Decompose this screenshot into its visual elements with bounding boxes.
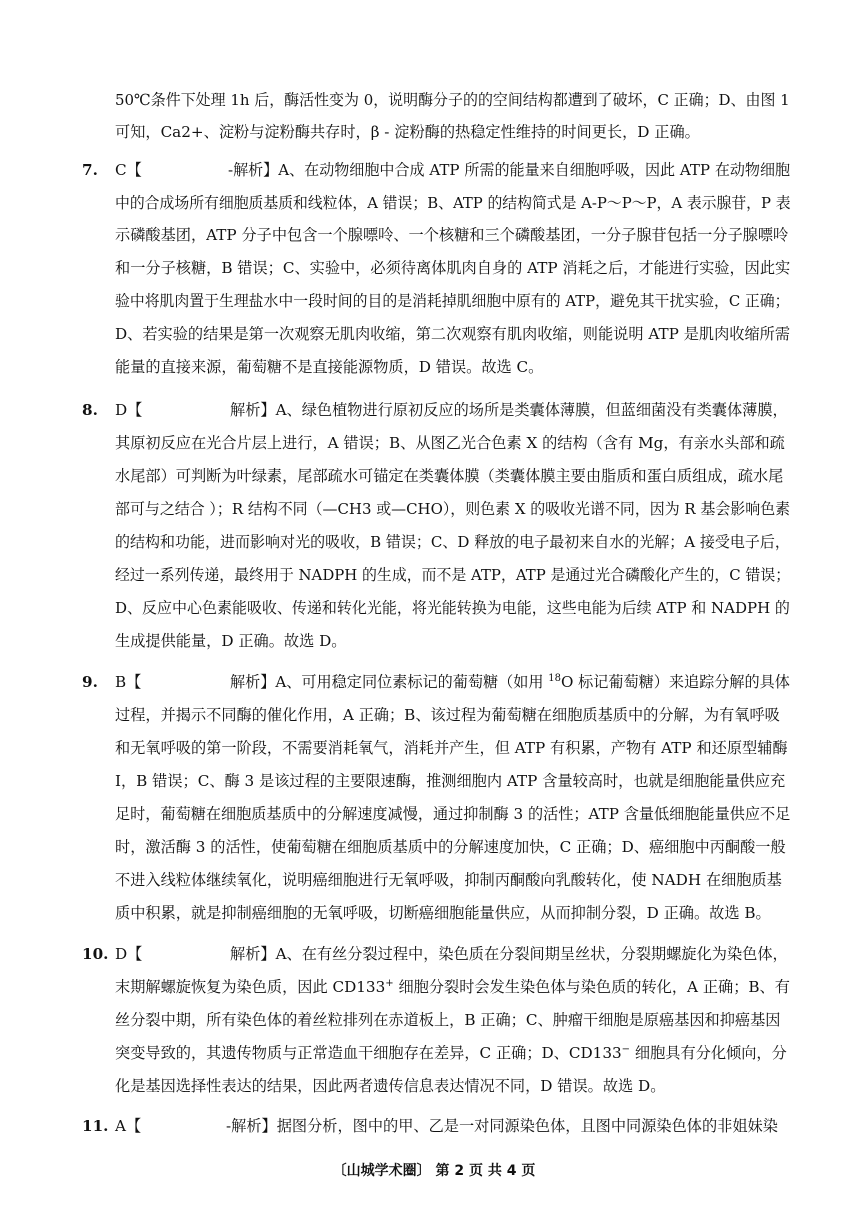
isotope-superscript: 18 [548, 672, 561, 684]
text-segment: 细胞分裂时会发生染色体与染色质的转化，A 正确；B、有 [393, 978, 790, 996]
analysis-first-line: 解析】A、在有丝分裂过程中，染色质在分裂间期呈丝状，分裂期螺旋化为染色体， [230, 945, 788, 963]
paragraph-line: 其原初反应在光合片层上进行，A 错误；B、从图乙光合色素 X 的结构（含有 Mg，有亲水头部和疏 [115, 434, 785, 452]
paragraph-line: 和无氧呼吸的第一阶段，不需要消耗氧气，消耗并产生，但 ATP 有积累，产物有 ATP 和还原型辅酶 [115, 739, 788, 757]
paragraph-line: D、若实验的结果是第一次观察无肌肉收缩，第二次观察有肌肉收缩，则能说明 ATP 是肌肉收缩所需 [115, 325, 791, 343]
paragraph-line: 化是基因选择性表达的结果，因此两者遗传信息表达情况不同，D 错误。故选 D。 [115, 1077, 666, 1095]
charge-superscript: − [621, 1043, 631, 1055]
answer-letter: D【 [115, 945, 143, 963]
paragraph-line: 的结构和功能，进而影响对光的吸收，B 错误；C、D 释放的电子最初来自水的光解；A 接受电子后， [115, 533, 790, 551]
paragraph-line: 经过一系列传递，最终用于 NADPH 的生成，而不是 ATP，ATP 是通过光合磷酸化产生的，C 错误； [115, 566, 791, 584]
answer-letter: A【 [115, 1117, 142, 1135]
paragraph-line: 能量的直接来源，葡萄糖不是直接能源物质，D 错误。故选 C。 [115, 358, 544, 376]
question-number: 7. [82, 161, 98, 179]
paragraph-line: 和一分子核糖，B 错误；C、实验中，必须待离体肌肉自身的 ATP 消耗之后，才能进行实验，因此实 [115, 259, 791, 277]
text-segment: 细胞具有分化倾向，分 [630, 1044, 787, 1062]
text-segment: O 标记葡萄糖）来追踪分解的具体 [560, 673, 790, 691]
paragraph-line: 可知，Ca2+、淀粉与淀粉酶共存时，β - 淀粉酶的热稳定性维持的时间更长，D 正确。 [115, 123, 700, 141]
text-segment: 突变导致的，其遗传物质与正常造血干细胞存在差异，C 正确；D、CD133 [115, 1044, 622, 1062]
paragraph-line: 过程，并揭示不同酶的催化作用，A 正确；B、该过程为葡萄糖在细胞质基质中的分解，为有氧呼吸 [115, 706, 780, 724]
paragraph-line [115, 1043, 787, 1063]
answer-letter: C【 [115, 161, 142, 179]
text-segment: 末期解螺旋恢复为染色质，因此 CD133 [115, 978, 386, 996]
paragraph-line: 足时，葡萄糖在细胞质基质中的分解速度减慢，通过抑制酶 3 的活性；ATP 含量低细胞能量供应不足 [115, 805, 791, 823]
paragraph-line: 验中将肌肉置于生理盐水中一段时间的目的是消耗掉肌细胞中原有的 ATP，避免其干扰实验，C 正确； [115, 292, 790, 310]
paragraph-line: 时，激活酶 3 的活性，使葡萄糖在细胞质基质中的分解速度加快，C 正确；D、癌细胞中丙酮酸一般 [115, 838, 786, 856]
paragraph-line: 部可与之结合 ）；R 结构不同（—CH3 或—CHO），则色素 X 的吸收光谱不同，因为 R 基会影响色素 [115, 500, 791, 518]
question-number: 8. [82, 401, 98, 419]
paragraph-line: 50℃条件下处理 1h 后，酶活性变为 0，说明酶分子的的空间结构都遭到了破坏，C 正确；D、由图 1 [115, 91, 790, 109]
analysis-first-line: -解析】A、在动物细胞中合成 ATP 所需的能量来自细胞呼吸，因此 ATP 在动物细胞 [228, 161, 791, 179]
text-segment: 解析】A、可用稳定同位素标记的葡萄糖（如用 [230, 673, 549, 691]
paragraph-line: 丝分裂中期，所有染色体的着丝粒排列在赤道板上，B 正确；C、肿瘤干细胞是原癌基因和抑癌基因 [115, 1011, 781, 1029]
paragraph-line: D、反应中心色素能吸收、传递和转化光能，将光能转换为电能，这些电能为后续 ATP 和 NADPH 的 [115, 599, 790, 617]
paragraph-line: I，B 错误；C、酶 3 是该过程的主要限速酶，推测细胞内 ATP 含量较高时，也就是细胞能量供应充 [115, 772, 786, 790]
paragraph-line: 中的合成场所有细胞质基质和线粒体，A 错误；B、ATP 的结构简式是 A-P～P～P，A 表示腺苷，P 表 [115, 194, 791, 212]
question-number: 10. [82, 945, 109, 963]
paragraph-line: 水尾部）可判断为叶绿素，尾部疏水可锚定在类囊体膜（类囊体膜主要由脂质和蛋白质组成，疏水尾 [115, 467, 784, 485]
analysis-first-line: 解析】A、绿色植物进行原初反应的场所是类囊体薄膜，但蓝细菌没有类囊体薄膜， [230, 401, 788, 419]
charge-superscript: + [385, 977, 394, 989]
analysis-first-line: -解析】据图分析，图中的甲、乙是一对同源染色体，且图中同源染色体的非姐妹染 [226, 1117, 778, 1135]
paragraph-line: 不进入线粒体继续氧化，说明癌细胞进行无氧呼吸，抑制丙酮酸向乳酸转化，使 NADH 在细胞质基 [115, 871, 782, 889]
paragraph-line: 示磷酸基团，ATP 分子中包含一个腺嘌呤、一个核糖和三个磷酸基团，一分子腺苷包括一分子腺嘌呤 [115, 226, 789, 244]
paragraph-line: 生成提供能量，D 正确。故选 D。 [115, 632, 347, 650]
page-footer: 〔山城学术圈〕 第 2 页 共 4 页 [332, 1163, 536, 1179]
question-number: 9. [82, 673, 98, 691]
question-number: 11. [82, 1117, 109, 1135]
answer-letter: B【 [115, 673, 142, 691]
answer-letter: D【 [115, 401, 143, 419]
paragraph-line [115, 977, 790, 997]
analysis-first-line [230, 672, 790, 692]
paragraph-line: 质中积累，就是抑制癌细胞的无氧呼吸，切断癌细胞能量供应，从而抑制分裂，D 正确。故选 B。 [115, 904, 771, 922]
